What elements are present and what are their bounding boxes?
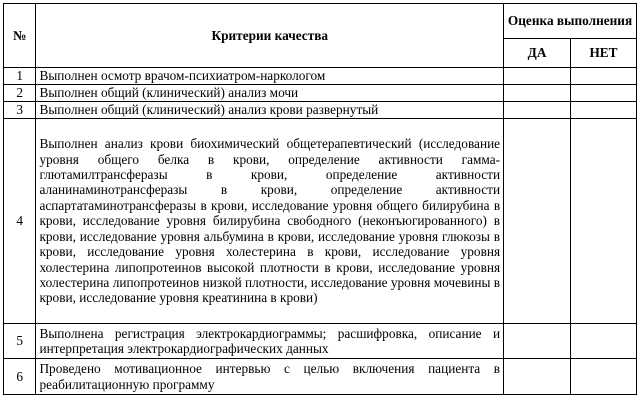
quality-criteria-table xyxy=(3,3,637,395)
row-number: 3 xyxy=(4,102,36,119)
row-no-cell xyxy=(571,119,637,324)
header-yes: ДА xyxy=(504,39,571,68)
row-yes-cell xyxy=(504,68,571,85)
header-criteria: Критерии качества xyxy=(36,4,504,68)
table-row xyxy=(4,102,637,119)
row-number: 5 xyxy=(4,324,36,359)
row-no-cell xyxy=(571,324,637,359)
header-evaluation: Оценка выполнения xyxy=(504,4,637,39)
row-number: 2 xyxy=(4,85,36,102)
table-row xyxy=(4,119,637,324)
row-yes-cell xyxy=(504,359,571,395)
row-criterion: Выполнен анализ крови биохимический общетерапевтический (исследование уровня общего белка в крови, определение активности гамма-глютамилтрансферазы в крови, определение активности аланинаминотрансферазы в крови, определение активности аспартатаминотрансферазы в крови, исследование уровня общего билирубина в крови, исследование уровня билирубина свободного (неконъюгированного) в крови, исследование уровня альбумина в крови, исследование уровня глюкозы в крови, исследование уровня холестерина в крови, исследование уровня холестерина липопротеинов высокой плотности в крови, исследование уровня холестерина липопротеинов низкой плотности, исследование уровня мочевины в крови, исследование уровня креатинина в крови) xyxy=(36,119,504,324)
row-yes-cell xyxy=(504,324,571,359)
row-criterion: Выполнен общий (клинический) анализ крови развернутый xyxy=(36,102,504,119)
row-yes-cell xyxy=(504,85,571,102)
row-criterion: Выполнена регистрация электрокардиограммы; расшифровка, описание и интерпретация электрокардиографических данных xyxy=(36,324,504,359)
row-number: 6 xyxy=(4,359,36,395)
row-yes-cell xyxy=(504,102,571,119)
row-no-cell xyxy=(571,359,637,395)
row-number: 4 xyxy=(4,119,36,324)
table-row xyxy=(4,359,637,395)
row-criterion: Проведено мотивационное интервью с целью включения пациента в реабилитационную программу xyxy=(36,359,504,395)
table-row xyxy=(4,85,637,102)
header-number: № xyxy=(4,4,36,68)
table-row xyxy=(4,324,637,359)
row-criterion: Выполнен общий (клинический) анализ мочи xyxy=(36,85,504,102)
row-no-cell xyxy=(571,85,637,102)
row-no-cell xyxy=(571,68,637,85)
row-criterion: Выполнен осмотр врачом-психиатром-наркологом xyxy=(36,68,504,85)
row-yes-cell xyxy=(504,119,571,324)
row-no-cell xyxy=(571,102,637,119)
row-number: 1 xyxy=(4,68,36,85)
table-row xyxy=(4,68,637,85)
header-no: НЕТ xyxy=(571,39,637,68)
